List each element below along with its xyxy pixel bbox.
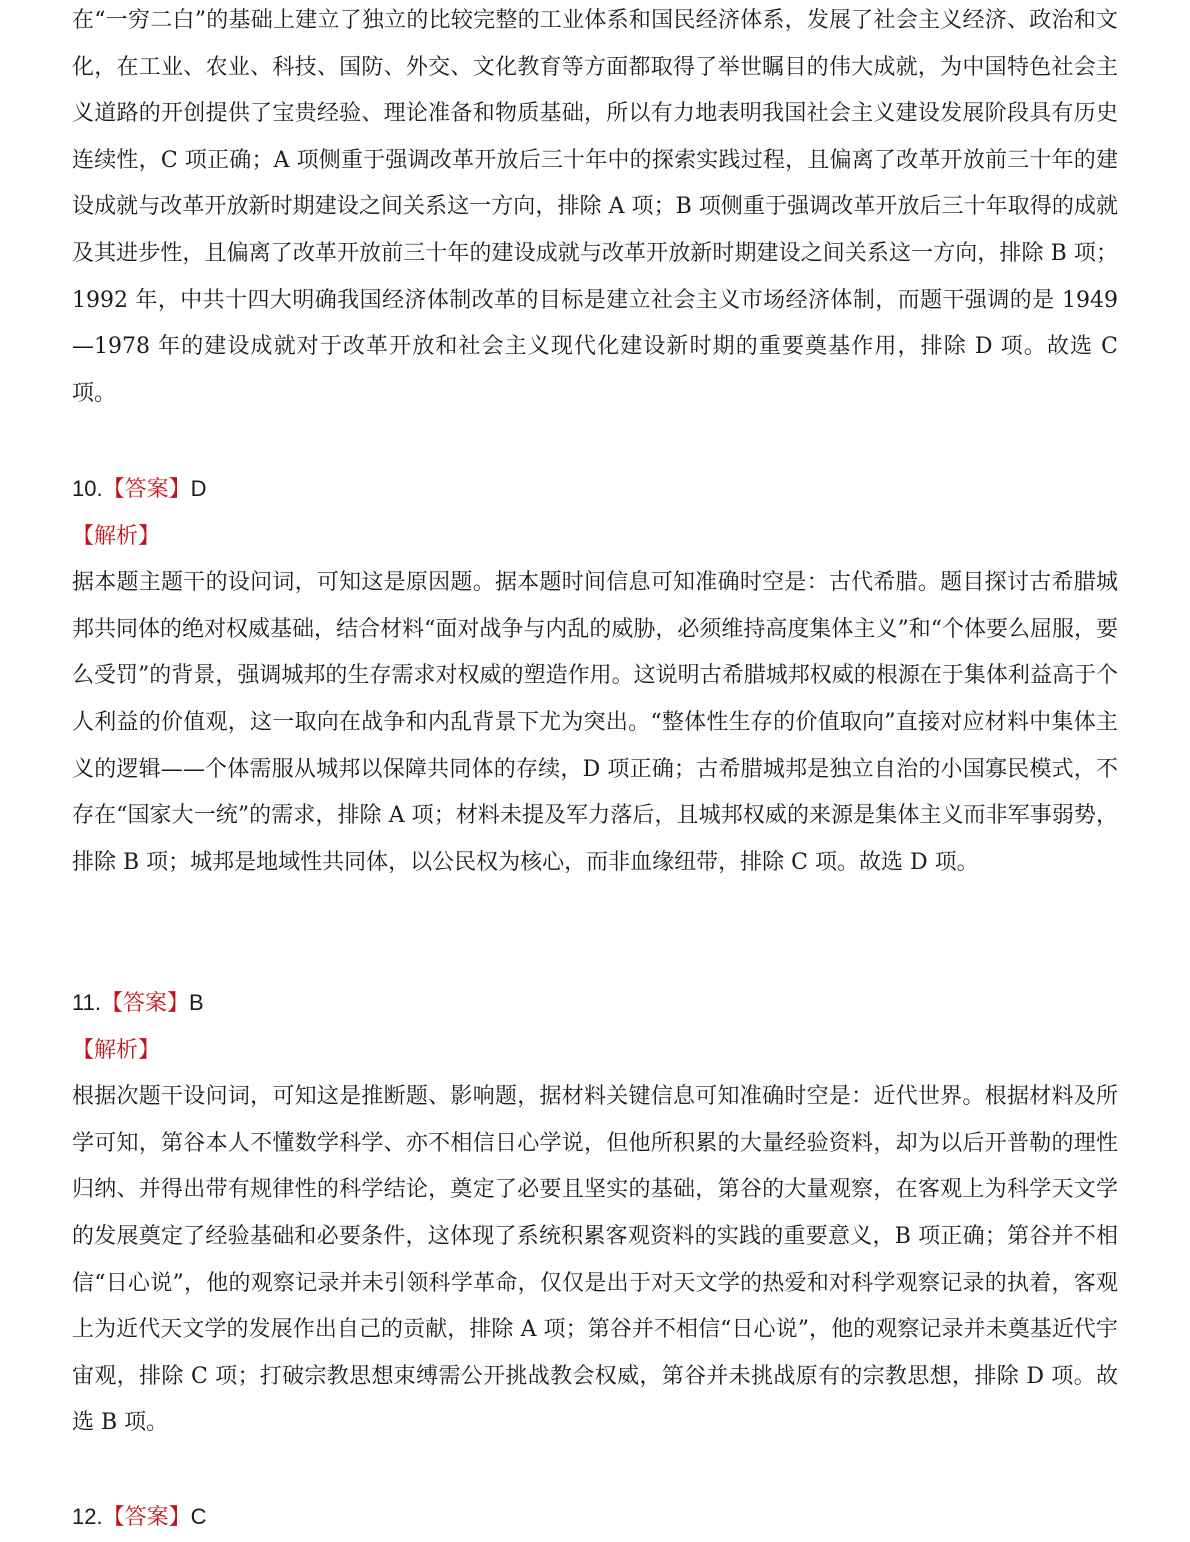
answer-line (72, 1494, 1118, 1542)
question-10 (72, 466, 1118, 886)
question-number: 10. (72, 476, 103, 501)
analysis-paragraph: 根据次题干设问词，可知这是推断题、影响题，据材料关键信息可知准确时空是：近代世界。根据材料及所学可知，第谷本人不懂数学科学、亦不相信日心学说，但他所积累的大量经验资料，却为以后开普勒的理性归纳、并得出带有规律性的科学结论，奠定了必要且坚实的基础，第谷的大量观察，在客观上为科学天文学的发展奠定了经验基础和必要条件，这体现了系统积累客观资料的实践的重要意义，B 项正确；第谷并不相信“日心说”，他的观察记录并未引领科学革命，仅仅是出于对天文学的热爱和对科学观察记录的执着，客观上为近代天文学的发展作出自己的贡献，排除 A 项；第谷并不相信“日心说”，他的观察记录并未奠基近代宇宙观，排除 C 项；打破宗教思想束缚需公开挑战教会权威，第谷并未挑战原有的宗教思想，排除 D 项。故选 B 项。 (72, 1084, 1118, 1436)
question-number: 12. (72, 1504, 103, 1529)
question-number: 11. (72, 990, 101, 1015)
answer-label: 【答案】 (102, 477, 191, 502)
answer-line (72, 980, 1118, 1028)
question-12 (72, 1494, 1118, 1542)
answer-line (72, 466, 1118, 514)
answer-label: 【答案】 (102, 1505, 191, 1530)
analysis-paragraph: 据本题主题干的设问词，可知这是原因题。据本题时间信息可知准确时空是：古代希腊。题目探讨古希腊城邦共同体的绝对权威基础，结合材料“面对战争与内乱的威胁，必须维持高度集体主义”和“个体要么屈服，要么受罚”的背景，强调城邦的生存需求对权威的塑造作用。这说明古希腊城邦权威的根源在于集体利益高于个人利益的价值观，这一取向在战争和内乱背景下尤为突出。“整体性生存的价值取向”直接对应材料中集体主义的逻辑——个体需服从城邦以保障共同体的存续，D 项正确；古希腊城邦是独立自治的小国寡民模式，不存在“国家大一统”的需求，排除 A 项；材料未提及军力落后，且城邦权威的来源是集体主义而非军事弱势，排除 B 项；城邦是地域性共同体，以公民权为核心，而非血缘纽带，排除 C 项。故选 D 项。 (72, 570, 1118, 875)
answer-value: D (190, 476, 207, 501)
question-11 (72, 980, 1118, 1447)
answer-label: 【答案】 (100, 991, 189, 1016)
answer-value: C (190, 1504, 207, 1529)
answer-value: B (188, 990, 204, 1015)
analysis-label: 【解析】 (72, 523, 161, 549)
analysis-paragraph-continued: 在“一穷二白”的基础上建立了独立的比较完整的工业体系和国民经济体系，发展了社会主义经济、政治和文化，在工业、农业、科技、国防、外交、文化教育等方面都取得了举世瞩目的伟大成就，为中国特色社会主义道路的开创提供了宝贵经验、理论准备和物质基础，所以有力地表明我国社会主义建设发展阶段具有历史连续性，C 项正确；A 项侧重于强调改革开放后三十年中的探索实践过程，且偏离了改革开放前三十年的建设成就与改革开放新时期建设之间关系这一方向，排除 A 项；B 项侧重于强调改革开放后三十年取得的成就及其进步性，且偏离了改革开放前三十年的建设成就与改革开放新时期建设之间关系这一方向，排除 B 项；1992 年，中共十四大明确我国经济体制改革的目标是建立社会主义市场经济体制，而题干强调的是 1949—1978 年的建设成就对于改革开放和社会主义现代化建设新时期的重要奠基作用，排除 D 项。故选 C 项。 (72, 8, 1118, 406)
analysis-label: 【解析】 (72, 1037, 161, 1063)
